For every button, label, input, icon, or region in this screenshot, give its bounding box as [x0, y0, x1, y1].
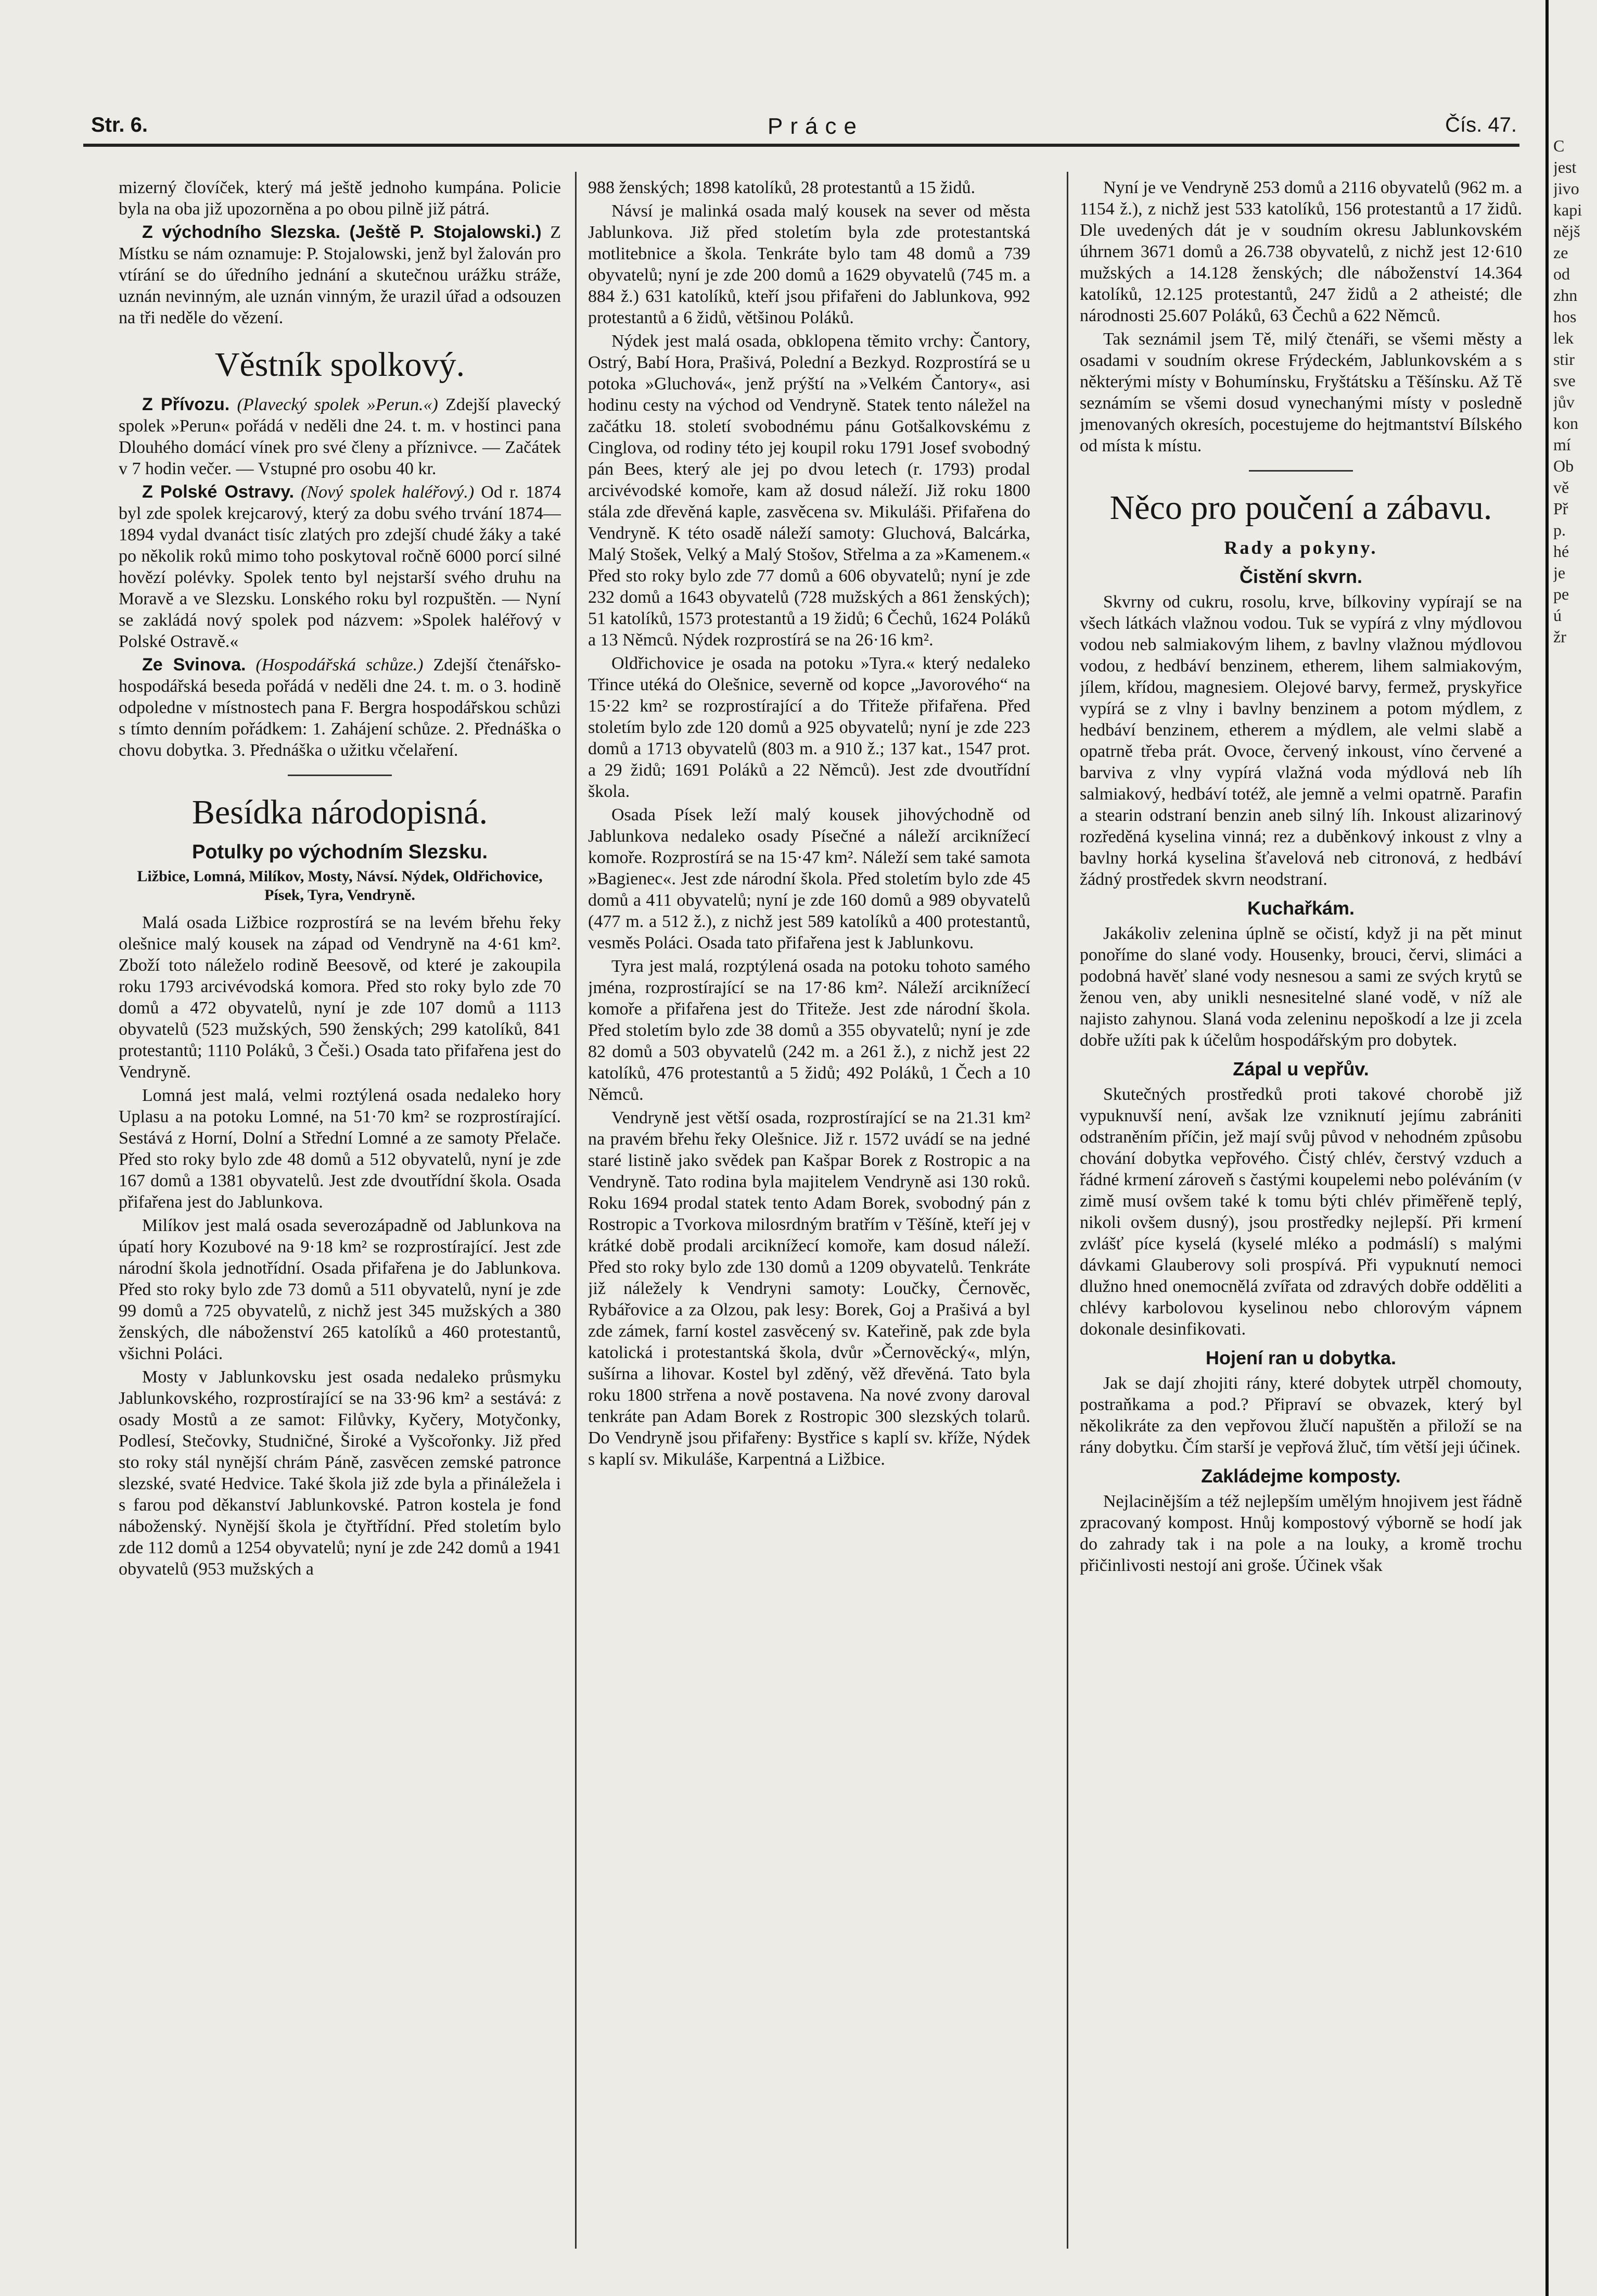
paragraph: Milíkov jest malá osada severozápadně od Jablunkova na úpatí hory Kozubové na 9·18 km² se rozprostírající. Jest zde národní škola jednotřídní. Osada přifařena je do Jablunkova. Před sto roky bylo zde 73 domů a 511 obyvatelů, nyní je zde 99 domů a 725 obyvatelů, z nichž jest 345 mužských a 380 ženských, dle náboženství 265 katolíků a 460 protestantů, všichni Poláci. — [119, 1216, 561, 1363]
adjacent-page-edge — [1545, 0, 1549, 2296]
section-title-pouceni: Něco pro poučení a zábavu. — [1109, 489, 1492, 527]
article-title: Potulky po východním Slezsku. — [191, 841, 488, 863]
fragment-line: jest — [1553, 158, 1577, 176]
news-text: Z Místku se nám oznamuje: P. Stojalowski, jenž byl žalován pro vtírání se do úředního jednání a skutečnou urážku stráže, uznán nevinným, ale uznán vinným, že urazil úřad a odsouzen na tři neděle do vězení. — [119, 223, 561, 327]
fragment-line: ú — [1553, 606, 1562, 625]
article-title: Hojení ran u dobytka. — [1205, 1347, 1397, 1368]
news-text: Od r. 1874 byl zde spolek krejcarový, který za dobu svého trvání 1874—1894 vydal dvanáct tisíc zlatých pro zdejší chudé žáky a také po několik roků mimo toho poskytoval ročně 6000 porcí silné hovězí polévky. Spolek tento byl nejstarší svého druhu na Moravě a ve Slezsku. Lonského roku byl rozpuštěn. — Nyní se zakládá nový spolek pod názvem: »Spolek haléřový v Polské Ostravě.« — [119, 483, 561, 651]
fragment-line: jivo — [1553, 179, 1579, 198]
news-text: Zdejší čtenářsko-hospodářská beseda pořádá v neděli dne 24. t. m. o 3. hodině odpoledne v místnostech pana F. Bergra hospodářskou schůzi s tímto denním pořádkem: 1. Zahájení schůze. 2. Přednáška o chovu dobytka. 3. Přednáška o užitku včelaření. — [119, 655, 561, 760]
paragraph: Osada Písek leží malý kousek jihovýchodně od Jablunkova nedaleko osady Písečné a náleží arciknížecí komoře. Rozprostírá se na 15·47 km². Náleží sem také samota »Bagienec«. Jest zde národní škola. Před stoletím bylo zde 45 domů a 411 obyvatelů; nyní je zde 160 domů a 989 obyvatelů (477 m. a 512 ž.), z nichž jest 589 katolíků a 400 protestantů, vesměs Poláci. Osada tato přifařena jest k Jablunkovu. — [588, 805, 1030, 953]
fragment-line: p. — [1553, 521, 1566, 539]
news-heading: Z Polské Ostravy. — [142, 482, 295, 502]
news-heading: Z východního Slezska. (Ještě P. Stojalowski.) — [142, 222, 542, 242]
article-places: Ližbice, Lomná, Milíkov, Mosty, Návsí. Nýdek, Oldřichovice, Písek, Tyra, Vendryně. — [137, 868, 543, 904]
fragment-line: zhn — [1553, 286, 1578, 305]
fragment-line: vě — [1553, 478, 1569, 497]
paragraph: Oldřichovice je osada na potoku »Tyra.« který nedaleko Třince utéká do Olešnice, severně od kopce „Javorového“ na 15·22 km² se rozprostírající a do Třiteže přifařena. Před stoletím bylo zde 120 domů a 925 obyvatelů; nyní je zde 223 domů a 1713 obyvatelů (803 m. a 910 ž.; 137 kat., 1547 prot. a 29 židů; 1691 Poláků a 22 Němců). Jest zde dvoutřídní škola. — [588, 654, 1030, 801]
news-subheading: (Hospodářská schůze.) — [255, 655, 424, 675]
page-header — [91, 113, 1517, 145]
column-1 — [119, 177, 561, 2249]
section-title-besidka: Besídka národopisná. — [191, 793, 488, 831]
paragraph: Návsí je malinká osada malý kousek na sever od města Jablunkova. Již před stoletím byla zde protestantská motlitebnice a škola. Tenkráte bylo tam 48 domů a 739 obyvatelů; nyní je zde 200 domů a 1629 obyvatelů (745 m. a 884 ž.) 631 katolíků, kteří jsou přifařeni do Jablunkova, 992 protestantů a 6 židů, většinou Poláků. — [588, 201, 1030, 327]
section-divider — [1249, 470, 1353, 472]
paragraph: Skutečných prostředků proti takové chorobě již vypuknuvší není, avšak lze vzniknutí jejímu zabrániti odstraněním příčin, jež mají svůj původ v nehodném způsobu chování dobytka vepřového. Čistý chlév, čerstvý vzduch a řádné krmení zároveň s častými koupelemi nebo poléváním (v zimě musí ovšem také k tomu býti chlév přiměřeně teplý, nikoli ovšem dusný), jsou prostředky nejlepší. Při krmení zvlášť píce kyselá (kyselé mléko a podmáslí) s malými dávkami Glauberovy soli prospívá. Při vypuknutí nemoci dlužno hned onemocnělá zvířata od zdravých dobře odděliti a chlévy karbolovou kyselinou nebo chlorovým vápnem dokonale desinfikovati. — [1080, 1085, 1522, 1339]
news-item — [119, 481, 561, 652]
column-2 — [588, 177, 1030, 2249]
paragraph: Skvrny od cukru, rosolu, krve, bílkoviny vypírají se na všech látkách vlažnou vodou. Tuk se vypírá z vlny mýdlovou vodou neb salmiakovým lihem, z bavlny vlažnou mýdlovou vodou, z hedbáví benzinem, etherem, lihem salmiakovým, jílem, křídou, magnesiem. Olejové barvy, fermež, pryskyřice vypírá se z vlny i bavlny benzinem a potom mýdlem, z hedbáví benzinem, etherem a mýdlem, ale velmi slabě a opatrně třeba prát. Ovoce, červený inkoust, víno červené a barviva z vlny vypírá vlažná voda mýdlová neb líh salmiakový, hedbáví totéž, ale jemně a velmi opatrně. Parafin a stearin odstraní benzin aneb silný líh. Inkoust alizarinový rozředěná kyselina vinná; rez a duběnkový inkoust z vlny a bavlny horká kyselina šťavelová neb citronová, z hedbáví žádný prostředek skvrn neodstraní. — [1080, 592, 1522, 889]
paragraph: Nýdek jest malá osada, obklopena těmito vrchy: Čantory, Ostrý, Babí Hora, Prašivá, Polední a Bezkyd. Rozprostírá se u potoka »Gluchová«, jenž prýští na »Velkém Čantory«, asi hodinu cesty na východ od Vendryně. Statek tento náležel na začátku 18. století svobodnému pánu Gotšalkovskému z Cinglova, od rodiny této jej koupil roku 1791 Josef svobodný pán Bees, který ale jej po dvou letech (r. 1793) prodal arcivévodské komoře, kam až dosud náleží. Již roku 1800 stála zde dřevěná kaple, zasvěcena sv. Mikuláši. Přifařena do Vendryně. K této osadě náleží samoty: Gluchová, Balcárka, Malý Stošek, Velký a Malý Stošov, Střelma a za »Kamenem.« Před sto roky bylo zde 77 domů a 606 obyvatelů; nyní je zde 232 domů a 1643 obyvatelů (728 mužských a 861 ženských); 51 katolíků, 1573 protestantů a 19 židů; 6 Čechů, 1624 Poláků a 13 Němců. Nýdek rozprostírá se na 26·16 km². — [588, 332, 1030, 650]
news-heading: Z Přívozu. — [142, 395, 230, 414]
news-heading: Ze Svinova. — [142, 655, 246, 675]
paragraph: Nyní je ve Vendryně 253 domů a 2116 obyvatelů (962 m. a 1154 ž.), z nichž jest 533 katolíků, 156 protestantů a 17 židů. Dle uvedených dát je v soudním okresu Jablunkovském úhrnem 3671 domů a 26.738 obyvatelů, z nichž jest 12·610 mužských a 14.128 ženských; dle náboženství 14.364 katolíků, 12.125 protestantů, 247 židů a 2 atheisté; dle národnosti 25.607 Poláků, 63 Čechů a 622 Němců. — [1080, 178, 1522, 325]
column-3 — [1080, 177, 1522, 2249]
column-divider — [1067, 172, 1068, 2249]
paragraph: Tyra jest malá, rozptýlená osada na potoku tohoto samého jména, rozprostírající se na 17·86 km². Náleží arciknížecí komoře a přifařena jest do Třiteže. Jest zde národní škola. Před stoletím bylo zde 38 domů a 355 obyvatelů; nyní je zde 82 domů a 503 obyvatelů (242 m. a 261 ž.), z nichž jest 22 katolíků, 476 protestantů a 5 židů; 492 Poláků, 1 Čech a 10 Němců. — [588, 957, 1030, 1104]
newspaper-title: Práce — [768, 113, 864, 139]
news-item — [119, 654, 561, 761]
fragment-line: kapi — [1553, 200, 1582, 219]
fragment-line: Ob — [1553, 456, 1574, 475]
issue-number: Čís. 47. — [1445, 113, 1517, 136]
fragment-line: Př — [1553, 499, 1568, 518]
section-title-vestnik: Věstník spolkový. — [214, 346, 465, 384]
paragraph: Malá osada Ližbice rozprostírá se na levém břehu řeky olešnice malý kousek na západ od Vendryně na 4·61 km². Zboží toto náleželo rodině Beesově, od které je zakoupila roku 1793 arcivévodská komora. Před sto roky bylo zde 70 domů a 472 obyvatelů, nyní je zde 107 domů a 1113 obyvatelů (523 mužských, 590 ženských; 299 katolíků, 841 protestantů; 1110 Poláků, 3 Češi.) Osada tato přifařena jest do Vendryně. — [119, 913, 561, 1082]
header-rule — [83, 144, 1519, 147]
article-title: Zakládejme komposty. — [1201, 1465, 1401, 1487]
news-text: Zdejší plavecký spolek »Perun« pořádá v neděli dne 24. t. m. v hostinci pana Dlouhého domácí vínek pro své členy a příznivce. — Začátek v 7 hodin večer. — Vstupné pro osobu 40 kr. — [119, 395, 561, 478]
rubric-title: Rady a pokyny. — [1224, 537, 1378, 558]
paragraph: 988 ženských; 1898 katolíků, 28 protestantů a 15 židů. — [588, 178, 976, 197]
news-item — [119, 222, 561, 328]
fragment-line: hos — [1553, 307, 1577, 326]
column-divider — [575, 172, 577, 2249]
paragraph: Jakákoliv zelenina úplně se očistí, když ji na pět minut ponoříme do slané vody. Housenky, brouci, červi, slimáci a podobná havěť slané vody nesnesou a sami ze svých krytů se ženou ven, aby unikli nesnesitelné slané vodě, v níž ale najisto zahynou. Slaná voda zeleninu nepoškodí a lze ji zcela dobře užíti pak k účelům hospodářským pro dobytek. — [1080, 924, 1522, 1050]
fragment-line: stir — [1553, 350, 1575, 369]
adjacent-page-fragment — [1553, 135, 1595, 1541]
fragment-line: sve — [1553, 371, 1576, 390]
paragraph: Vendryně jest větší osada, rozprostírající se na 21.31 km² na pravém břehu řeky Olešnice. Již r. 1572 uvádí se na jedné staré listině jako svědek pan Kašpar Borek z Rostropic a na Vendryně. Tato rodina byla majitelem Vendryně asi 130 roků. Roku 1694 prodal statek tento Adam Borek, svobodný pán z Rostropic a Tvorkova milosrdným bratřím v Těšíně, kteří jej v krátké době prodali arciknížecí komoře, kam dosud náleží. Před sto roky bylo zde 130 domů a 1209 obyvatelů. Tenkráte již náležely k Vendryni samoty: Loučky, Černověc, Rybářovice a za Olzou, pak lesy: Borek, Goj a Prašivá a byl zde zámek, farní kostel zasvěcený sv. Kateřině, pak zde byla katolická i protestantská škola, dvůr »Černověcký«, mlýn, sušírna a lihovar. Kostel byl zděný, věž dřevěná. Tato byla roku 1800 strřena a nově postavena. Na nové zvony daroval tenkráte pan Adam Borek z Rostropic 300 slezských tolarů. Do Vendryně jsou přifařeny: Bystřice s kaplí sv. kříže, Nýdek s kaplí sv. Mikuláše, Karpentná a Ližbice. — [588, 1108, 1030, 1469]
fragment-line: mí — [1553, 435, 1571, 454]
fragment-line: od — [1553, 264, 1570, 283]
news-item — [119, 394, 561, 479]
paragraph: Mosty v Jablunkovsku jest osada nedaleko průsmyku Jablunkovského, rozprostírající se na 33·96 km² a sestává: z osady Mostů a ze samot: Filůvky, Kyčery, Motyčonky, Podlesí, Stečovky, Studničné, Široké a Vyšcořonky. Již před sto roky stál nynější chrám Páně, zasvěcen zemské patronce slezské, svaté Hedvice. Také škola již zde byla a přináležela i s farou pod děkanství Jablunkovské. Patron kostela je fond náboženský. Nynější škola je čtyřtřídní. Před stoletím bylo zde 112 domů a 1254 obyvatelů; nyní je zde 242 domů a 1941 obyvatelů (953 mužských a — [119, 1367, 561, 1579]
fragment-line: je — [1553, 563, 1566, 582]
fragment-line: žr — [1553, 627, 1566, 646]
fragment-line: hé — [1553, 542, 1569, 561]
paragraph: Lomná jest malá, velmi roztýlená osada nedaleko hory Uplasu a na potoku Lomné, na 51·70 km² se rozprostírající. Sestává z Horní, Dolní a Střední Lomné a ze samoty Přelače. Před sto roky bylo zde 48 domů a 512 obyvatelů, nyní je zde 167 domů a 1381 obyvatelů. Jest zde dvoutřídní škola. Osada přifařena jest do Jablunkova. — [119, 1086, 561, 1212]
paragraph: Tak seznámil jsem Tě, milý čtenáři, se všemi městy a osadami v soudním okrese Frýdeckém, Jablunkovském a s některými místy v Bohumínsku, Fryštátsku a Těšínsku. Až Tě seznámím se všemi dosud vynechanými místy v posledně jmenovaných okresích, pocestujeme do hejtmantství Bílského od místa k místu. — [1080, 329, 1522, 455]
paragraph: Jak se dají zhojiti rány, které dobytek utrpěl chomouty, postraňkama a pod.? Připraví se obvazek, který byl několikráte za den vepřovou žlučí napuštěn a přiloží se na rány dobytku. Čím starší je vepřová žluč, tím větší jeji účinek. — [1080, 1374, 1522, 1457]
fragment-line: pe — [1553, 585, 1569, 603]
news-subheading: (Nový spolek haléřový.) — [301, 483, 475, 502]
paragraph: mizerný človíček, který má ještě jednoho kumpána. Policie byla na oba již upozorněna a po obou pilně již pátrá. — [119, 178, 561, 219]
article-title: Kuchařkám. — [1247, 897, 1355, 919]
fragment-line: ze — [1553, 243, 1568, 262]
paragraph: Nejlacinějším a též nejlepším umělým hnojivem jest řádně zpracovaný kompost. Hnůj kompostový výborně se hodí jak do zahrady tak i na pole a na louky, a kromě trochu přičinlivosti nestojí ani groše. Účinek však — [1080, 1492, 1522, 1575]
news-subheading: (Plavecký spolek »Perun.«) — [237, 395, 438, 414]
section-divider — [288, 775, 392, 776]
fragment-line: kon — [1553, 414, 1578, 433]
page-number: Str. 6. — [91, 113, 148, 136]
fragment-line: lek — [1553, 328, 1574, 347]
fragment-line: nějš — [1553, 222, 1580, 240]
fragment-line: C — [1553, 136, 1565, 155]
fragment-line: jův — [1553, 392, 1575, 411]
article-title: Čistění skvrn. — [1239, 566, 1363, 587]
article-title: Zápal u vepřův. — [1233, 1058, 1369, 1080]
